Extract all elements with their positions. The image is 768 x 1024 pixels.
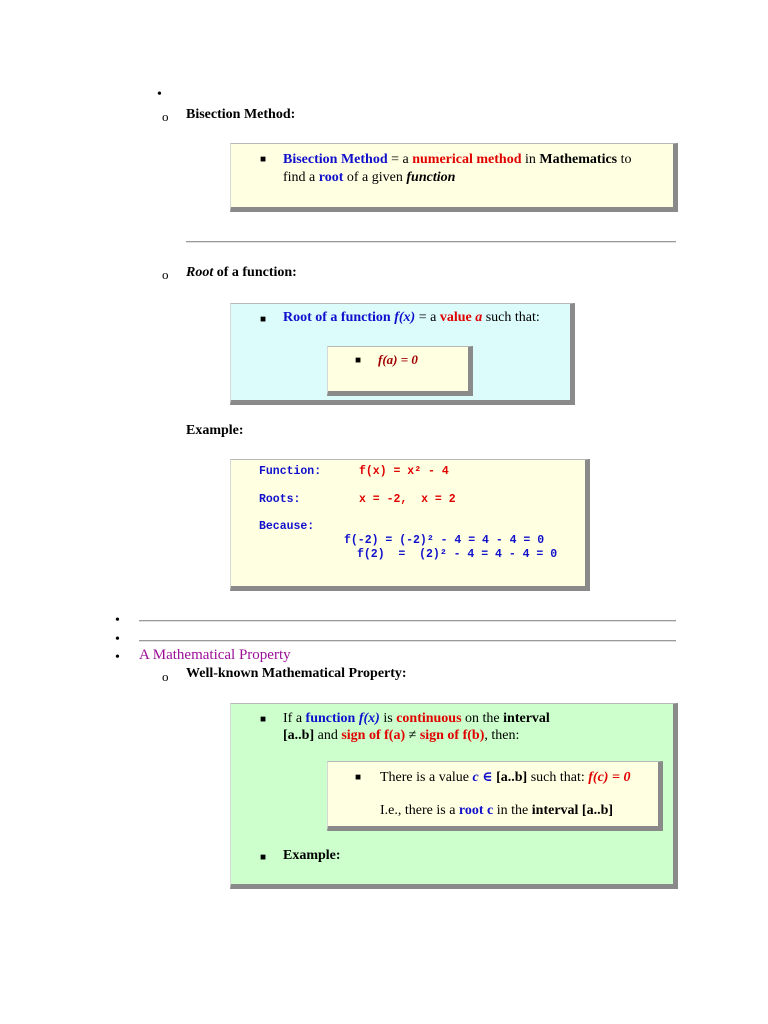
example-label: Example:: [186, 423, 244, 438]
property-conclusion-line1: There is a value c ∈ [a..b] such that: f(c) = 0: [380, 770, 631, 785]
list-bullet: ■: [355, 772, 362, 783]
property-conclusion-line2: I.e., there is a root c in the interval [a..b]: [380, 803, 614, 818]
code-because-label: Because:: [259, 520, 315, 533]
property-statement: If a function f(x) is continuous on the interval [a..b] and sign of f(a) ≠ sign of f(b), then:: [283, 711, 550, 743]
list-bullet: •: [115, 632, 120, 647]
section-heading-property: Well-known Mathematical Property:: [186, 666, 407, 681]
section-heading-bisection: Bisection Method:: [186, 107, 296, 122]
property-conclusion-box: [327, 761, 663, 831]
list-bullet: o: [162, 267, 169, 282]
code-function-label: Function:: [259, 465, 322, 478]
code-function-value: f(x) = x² - 4: [359, 465, 449, 478]
list-bullet: o: [162, 669, 169, 684]
code-line2: f(2) = (2)² - 4 = 4 - 4 = 0: [357, 548, 558, 561]
property-example-label: Example:: [283, 848, 341, 863]
section-heading-root: Root of a function:: [186, 265, 297, 280]
property-box: [230, 703, 678, 889]
list-bullet: ■: [260, 154, 267, 165]
bisection-definition: Bisection Method = a numerical method in Mathematics to find a root of a given function: [283, 152, 632, 185]
divider: [186, 241, 676, 243]
list-bullet: ■: [260, 852, 267, 863]
list-bullet: •: [115, 650, 120, 665]
root-condition-box: [327, 346, 473, 396]
code-roots-value: x = -2, x = 2: [359, 493, 456, 506]
code-line1: f(-2) = (-2)² - 4 = 4 - 4 = 0: [344, 534, 545, 547]
divider: [139, 620, 676, 622]
root-condition: f(a) = 0: [378, 352, 418, 367]
divider: [139, 640, 676, 642]
root-definition: Root of a function f(x) = a value a such that:: [283, 310, 540, 325]
section-title-math-property: A Mathematical Property: [139, 647, 291, 663]
root-definition-box: [230, 303, 575, 405]
list-bullet: ■: [355, 355, 362, 366]
list-bullet: ■: [260, 314, 267, 325]
bisection-definition-box: [230, 143, 678, 212]
example-code-box: [230, 459, 590, 591]
list-bullet: o: [162, 109, 169, 124]
code-roots-label: Roots:: [259, 493, 301, 506]
list-bullet: •: [115, 613, 120, 628]
list-bullet: •: [157, 87, 162, 102]
list-bullet: ■: [260, 714, 267, 725]
